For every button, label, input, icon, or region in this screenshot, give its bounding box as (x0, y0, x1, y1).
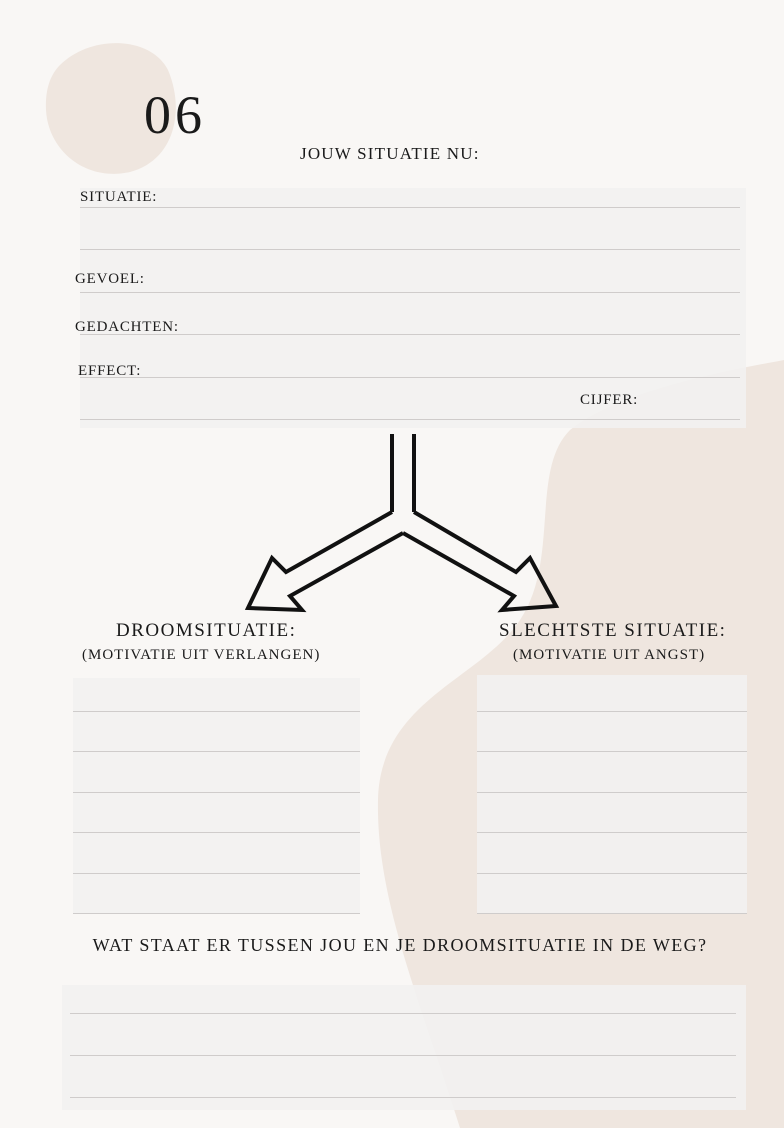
obstacle-line[interactable] (70, 1055, 736, 1056)
current-situation-title: JOUW SITUATIE NU: (300, 144, 480, 163)
dream-line[interactable] (73, 751, 360, 752)
obstacle-question: WAT STAAT ER TUSSEN JOU EN JE DROOMSITUATIE IN DE WEG? (92, 935, 708, 955)
cijfer-line[interactable] (80, 419, 740, 420)
situatie-label: SITUATIE: (80, 189, 158, 205)
worst-line[interactable] (477, 832, 747, 833)
worst-line[interactable] (477, 751, 747, 752)
page-number: 06 (144, 85, 206, 145)
obstacle-line[interactable] (70, 1097, 736, 1098)
gevoel-line[interactable] (80, 292, 740, 293)
split-arrow-icon (230, 430, 580, 620)
dream-title: DROOMSITUATIE: (116, 620, 297, 641)
worst-line[interactable] (477, 792, 747, 793)
current-situation-panel (80, 188, 746, 428)
worst-subtitle: (MOTIVATIE UIT ANGST) (513, 647, 706, 663)
worst-line[interactable] (477, 873, 747, 874)
dream-line[interactable] (73, 913, 360, 914)
gedachten-label: GEDACHTEN: (75, 319, 179, 335)
gedachten-line[interactable] (80, 334, 740, 335)
worst-line[interactable] (477, 711, 747, 712)
situatie-line[interactable] (80, 207, 740, 208)
gevoel-label: GEVOEL: (75, 271, 145, 287)
dream-line[interactable] (73, 792, 360, 793)
situatie-line-2[interactable] (80, 249, 740, 250)
dream-panel (73, 678, 360, 914)
effect-label: EFFECT: (78, 363, 142, 379)
dream-line[interactable] (73, 832, 360, 833)
obstacle-line[interactable] (70, 1013, 736, 1014)
dream-line[interactable] (73, 873, 360, 874)
obstacle-panel (62, 985, 746, 1110)
cijfer-label: CIJFER: (580, 392, 639, 408)
worst-line[interactable] (477, 913, 747, 914)
worst-title: SLECHTSTE SITUATIE: (499, 620, 727, 641)
effect-line[interactable] (80, 377, 740, 378)
dream-subtitle: (MOTIVATIE UIT VERLANGEN) (82, 647, 321, 663)
dream-line[interactable] (73, 711, 360, 712)
